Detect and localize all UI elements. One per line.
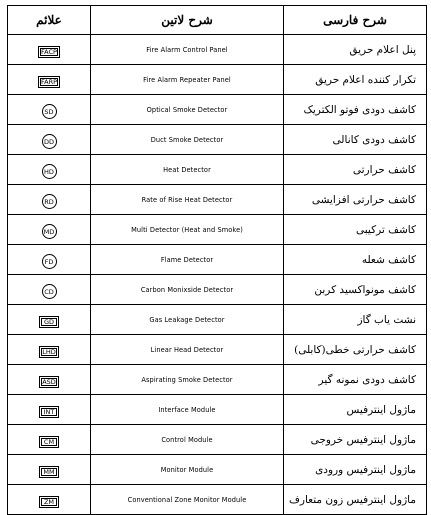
device-box-symbol: ASD	[39, 376, 59, 388]
persian-description: کاشف ترکیبی	[284, 215, 427, 245]
device-box-symbol: MM	[39, 466, 59, 478]
device-box-symbol: INT	[39, 406, 59, 418]
table-row	[8, 95, 427, 125]
symbol-cell	[8, 305, 91, 335]
symbol-cell	[8, 365, 91, 395]
persian-description: کاشف مونواکسید کربن	[284, 275, 427, 305]
symbol-cell	[8, 35, 91, 65]
table-row	[8, 365, 427, 395]
symbol-cell	[8, 185, 91, 215]
symbol-cell	[8, 215, 91, 245]
symbol-cell	[8, 125, 91, 155]
latin-description: Fire Alarm Control Panel	[91, 35, 284, 65]
symbol-cell	[8, 335, 91, 365]
table-row	[8, 305, 427, 335]
latin-description: Optical Smoke Detector	[91, 95, 284, 125]
table-row	[8, 65, 427, 95]
table-row	[8, 335, 427, 365]
symbol-cell	[8, 485, 91, 515]
latin-description: Rate of Rise Heat Detector	[91, 185, 284, 215]
persian-description: کاشف حرارتی	[284, 155, 427, 185]
table-row	[8, 155, 427, 185]
table-row	[8, 485, 427, 515]
persian-description: پنل اعلام حریق	[284, 35, 427, 65]
latin-description: Heat Detector	[91, 155, 284, 185]
latin-description: Flame Detector	[91, 245, 284, 275]
persian-description: کاشف دودی کانالی	[284, 125, 427, 155]
persian-description: کاشف دودی فوتو الکتریک	[284, 95, 427, 125]
legend-body	[8, 35, 427, 515]
symbol-cell	[8, 425, 91, 455]
latin-description: Conventional Zone Monitor Module	[91, 485, 284, 515]
table-row	[8, 395, 427, 425]
device-box-symbol: FARP	[38, 76, 60, 88]
device-box-symbol: LHD	[39, 346, 59, 358]
persian-description: کاشف حرارتی افزایشی	[284, 185, 427, 215]
persian-description: کاشف شعله	[284, 245, 427, 275]
table-row	[8, 185, 427, 215]
symbol-cell	[8, 95, 91, 125]
persian-description: ماژول اینترفیس خروجی	[284, 425, 427, 455]
header-symbol: علائم	[8, 6, 91, 35]
latin-description: Carbon Monixside Detector	[91, 275, 284, 305]
persian-description: ماژول اینترفیس زون متعارف	[284, 485, 427, 515]
persian-description: کاشف حرارتی خطی(کابلی)	[284, 335, 427, 365]
detector-circle-symbol: FD	[42, 254, 57, 269]
device-box-symbol: FACP	[38, 46, 60, 58]
header-row	[8, 6, 427, 35]
symbol-cell	[8, 455, 91, 485]
device-box-symbol: CM	[39, 436, 59, 448]
latin-description: Interface Module	[91, 395, 284, 425]
table-row	[8, 245, 427, 275]
detector-circle-symbol: DD	[42, 134, 57, 149]
latin-description: Monitor Module	[91, 455, 284, 485]
header-persian: شرح فارسی	[284, 6, 427, 35]
detector-circle-symbol: CD	[42, 284, 57, 299]
table-row	[8, 275, 427, 305]
symbol-cell	[8, 275, 91, 305]
header-latin: شرح لاتین	[91, 6, 284, 35]
detector-circle-symbol: HD	[42, 164, 57, 179]
table-row	[8, 35, 427, 65]
detector-circle-symbol: SD	[42, 104, 57, 119]
persian-description: ماژول اینترفیس ورودی	[284, 455, 427, 485]
latin-description: Duct Smoke Detector	[91, 125, 284, 155]
symbol-legend-table	[7, 5, 427, 515]
detector-circle-symbol: RD	[42, 194, 57, 209]
symbol-cell	[8, 395, 91, 425]
symbol-cell	[8, 245, 91, 275]
latin-description: Aspirating Smoke Detector	[91, 365, 284, 395]
symbol-cell	[8, 155, 91, 185]
device-box-symbol: GD	[39, 316, 59, 328]
persian-description: کاشف دودی نمونه گیر	[284, 365, 427, 395]
persian-description: تکرار کننده اعلام حریق	[284, 65, 427, 95]
latin-description: Gas Leakage Detector	[91, 305, 284, 335]
latin-description: Linear Head Detector	[91, 335, 284, 365]
latin-description: Multi Detector (Heat and Smoke)	[91, 215, 284, 245]
table-row	[8, 215, 427, 245]
table-row	[8, 425, 427, 455]
symbol-cell	[8, 65, 91, 95]
persian-description: ماژول اینترفیس	[284, 395, 427, 425]
persian-description: نشت یاب گاز	[284, 305, 427, 335]
device-box-symbol: ZM	[39, 496, 59, 508]
latin-description: Fire Alarm Repeater Panel	[91, 65, 284, 95]
table-row	[8, 455, 427, 485]
detector-circle-symbol: MD	[42, 224, 57, 239]
latin-description: Control Module	[91, 425, 284, 455]
table-row	[8, 125, 427, 155]
